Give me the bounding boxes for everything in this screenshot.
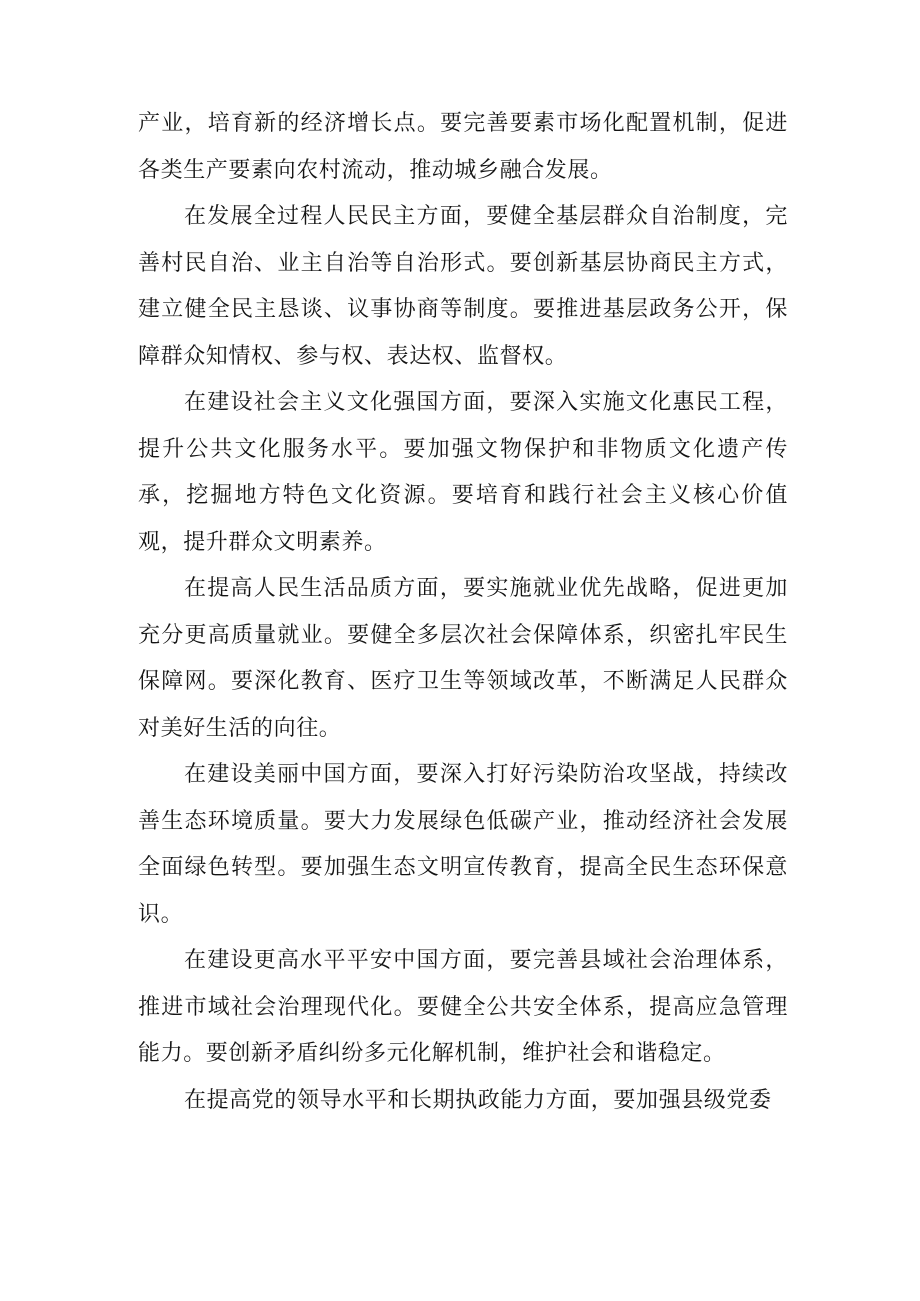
paragraph-party-leadership: 在提高党的领导水平和长期执政能力方面，要加强县级党委 [184, 1087, 772, 1113]
paragraph-culture: 在建设社会主义文化强国方面，要深入实施文化惠民工程，提升公共文化服务水平。要加强文物保护和非物质文化遗产传承，挖掘地方特色文化资源。要培育和践行社会主义核心价值观，提升群众文明素养。 [138, 390, 788, 555]
paragraph-safety: 在建设更高水平平安中国方面，要完善县域社会治理体系，推进市域社会治理现代化。要健全公共安全体系，提高应急管理能力。要创新矛盾纠纷多元化解机制，维护社会和谐稳定。 [138, 948, 788, 1066]
paragraph-democracy: 在发展全过程人民民主方面，要健全基层群众自治制度，完善村民自治、业主自治等自治形式。要创新基层协商民主方式，建立健全民主恳谈、议事协商等制度。要推进基层政务公开，保障群众知情权、参与权、表达权、监督权。 [138, 204, 788, 369]
paragraph-continuation: 产业，培育新的经济增长点。要完善要素市场化配置机制，促进各类生产要素向农村流动，推动城乡融合发展。 [138, 111, 788, 183]
document-body [138, 101, 788, 1124]
paragraph-livelihood: 在提高人民生活品质方面，要实施就业优先战略，促进更加充分更高质量就业。要健全多层次社会保障体系，织密扎牢民生保障网。要深化教育、医疗卫生等领域改革，不断满足人民群众对美好生活的向往。 [138, 576, 788, 741]
paragraph-ecology: 在建设美丽中国方面，要深入打好污染防治攻坚战，持续改善生态环境质量。要大力发展绿色低碳产业，推动经济社会发展全面绿色转型。要加强生态文明宣传教育，提高全民生态环保意识。 [138, 762, 788, 927]
